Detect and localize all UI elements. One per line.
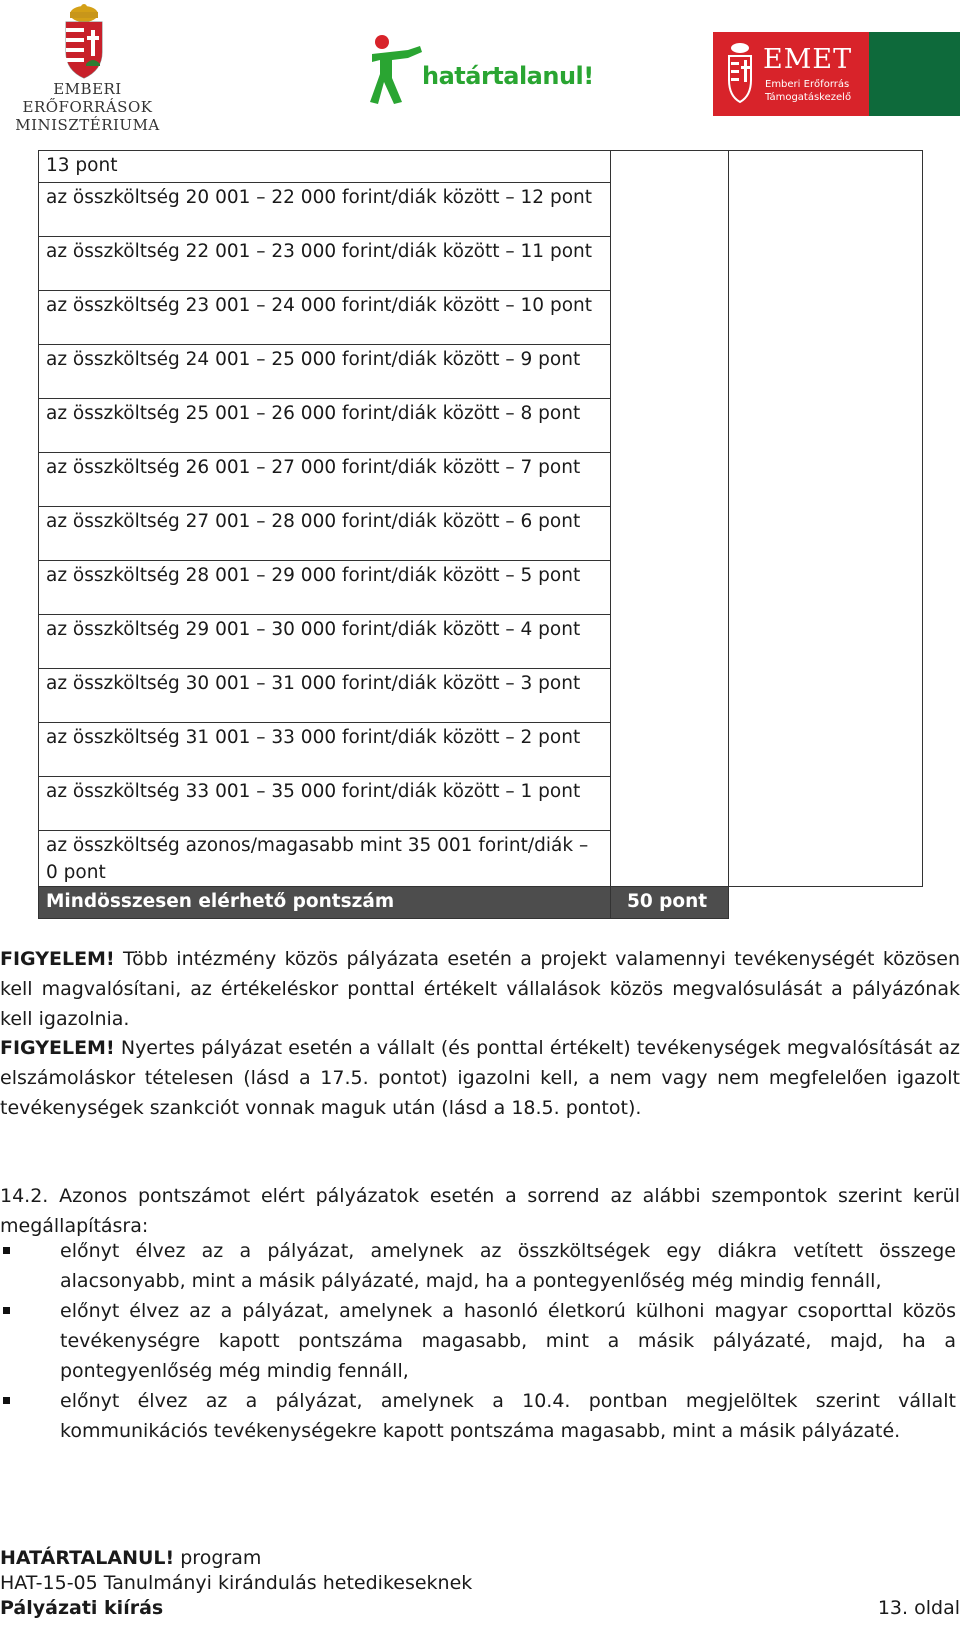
criterion-text: az összköltség 25 001 – 26 000 forint/diák között – 8 pont: [46, 403, 581, 424]
list-item: [60, 1386, 956, 1446]
footer-call-title: HAT-15-05 Tanulmányi kirándulás hetedikeseknek: [0, 1572, 473, 1594]
emmi-line2: MINISZTÉRIUMA: [15, 116, 160, 134]
emet-sub2: Támogatáskezelő: [765, 92, 852, 103]
square-bullet-icon: [3, 1397, 10, 1404]
criterion-cell: [39, 615, 611, 669]
criterion-cell: [39, 399, 611, 453]
criterion-cell: [39, 507, 611, 561]
criterion-cell: [39, 561, 611, 615]
awarded-points-cell: [729, 151, 923, 887]
warning-label: FIGYELEM!: [0, 948, 115, 970]
criterion-cell: [39, 831, 611, 887]
criterion-text: az összköltség 24 001 – 25 000 forint/diák között – 9 pont: [46, 349, 581, 370]
square-bullet-icon: [3, 1307, 10, 1314]
warning-text: Nyertes pályázat esetén a vállalt (és ponttal értékelt) tevékenységek megvalósítását az elszámoláskor tételesen (lásd a 17.5. pontot) igazolni kell, a nem vagy nem megfelelően igazolt tevékenységek szankciót vonnak maguk után (lásd a 18.5. pontot).: [0, 1037, 960, 1119]
criterion-cell: [39, 453, 611, 507]
list-item: [60, 1296, 956, 1386]
emmi-logo: [0, 2, 175, 134]
criterion-text: az összköltség 26 001 – 27 000 forint/diák között – 7 pont: [46, 457, 581, 478]
hatartalanul-text: határtalanul!: [422, 62, 594, 90]
hungarian-crest-icon: [60, 4, 108, 80]
emet-logo: [713, 32, 960, 116]
criterion-text: az összköltség 20 001 – 22 000 forint/diák között – 12 pont: [46, 187, 592, 208]
criterion-text: az összköltség 23 001 – 24 000 forint/diák között – 10 pont: [46, 295, 592, 316]
running-figure-icon: [368, 32, 424, 108]
emet-sub1: Emberi Erőforrás: [765, 79, 850, 90]
criterion-text: az összköltség 31 001 – 33 000 forint/diák között – 2 pont: [46, 727, 581, 748]
hatartalanul-logo: [368, 32, 594, 112]
section-14-2-intro: 14.2. Azonos pontszámot elért pályázatok esetén a sorrend az alábbi szempontok szerint kerül megállapításra:: [0, 1185, 960, 1237]
total-empty-cell: [729, 887, 923, 919]
warning-paragraph-2: [0, 1033, 960, 1123]
page-header: [0, 0, 960, 134]
criterion-text: az összköltség 29 001 – 30 000 forint/diák között – 4 pont: [46, 619, 581, 640]
criterion-cell: [39, 237, 611, 291]
scoring-table: [38, 150, 923, 919]
list-item-text: előnyt élvez az a pályázat, amelynek a 10.4. pontban megjelöltek szerint vállalt kommunikációs tevékenységekre kapott pontszáma magasabb, mint a másik pályázaté.: [60, 1390, 956, 1442]
warning-paragraph-1: [0, 944, 960, 1034]
footer-program: [0, 1546, 960, 1571]
total-label-cell: [39, 887, 611, 919]
criterion-text: az összköltség 28 001 – 29 000 forint/diák között – 5 pont: [46, 565, 581, 586]
page-number: 13. oldal: [877, 1597, 960, 1619]
criteria-list: [60, 1236, 956, 1446]
warning-text: Több intézmény közös pályázata esetén a projekt valamennyi tevékenységét közösen kell magvalósítani, az értékeléskor ponttal értékelt vállalások közös megvalósulását a pályázónak kell igazolnia.: [0, 948, 960, 1030]
criterion-cell: [39, 669, 611, 723]
emmi-line1: EMBERI ERŐFORRÁSOK: [22, 80, 153, 116]
criterion-cell: [39, 723, 611, 777]
table-row: [39, 151, 923, 183]
footer-doc-type: Pályázati kiírás: [0, 1597, 164, 1619]
criterion-text: az összköltség 33 001 – 35 000 forint/diák között – 1 pont: [46, 781, 581, 802]
criterion-cell: [39, 345, 611, 399]
total-value-cell: [611, 887, 729, 919]
page-footer: [0, 1546, 960, 1621]
criterion-text: az összköltség 22 001 – 23 000 forint/diák között – 11 pont: [46, 241, 592, 262]
max-points-cell: [611, 151, 729, 887]
list-item: [60, 1236, 956, 1296]
hungarian-crest-icon: [727, 42, 753, 104]
total-label: Mindösszesen elérhető pontszám: [46, 891, 395, 912]
total-row: [39, 887, 923, 919]
criterion-text: 13 pont: [46, 155, 118, 176]
criterion-cell: [39, 151, 611, 183]
square-bullet-icon: [3, 1247, 10, 1254]
criterion-cell: [39, 291, 611, 345]
total-value: 50 pont: [627, 891, 708, 912]
criterion-text: az összköltség 27 001 – 28 000 forint/diák között – 6 pont: [46, 511, 581, 532]
criterion-text: az összköltség 30 001 – 31 000 forint/diák között – 3 pont: [46, 673, 581, 694]
list-item-text: előnyt élvez az a pályázat, amelynek az összköltségek egy diákra vetített összege alacsonyabb, mint a másik pályázaté, majd, ha a pontegyenlőség még mindig fennáll,: [60, 1240, 956, 1292]
footer-program-suffix: program: [174, 1547, 262, 1569]
emet-title: EMET: [763, 44, 853, 75]
warning-label: FIGYELEM!: [0, 1037, 115, 1059]
footer-program-name: HATÁRTALANUL!: [0, 1547, 175, 1569]
criterion-text: az összköltség azonos/magasabb mint 35 001 forint/diák – 0 pont: [46, 835, 589, 883]
criterion-cell: [39, 777, 611, 831]
list-item-text: előnyt élvez az a pályázat, amelynek a hasonló életkorú külhoni magyar csoporttal közös tevékenységre kapott pontszáma magasabb, mint a másik pályázaté, majd, ha a pontegyenlőség még mindig fennáll,: [60, 1300, 956, 1382]
criterion-cell: [39, 183, 611, 237]
